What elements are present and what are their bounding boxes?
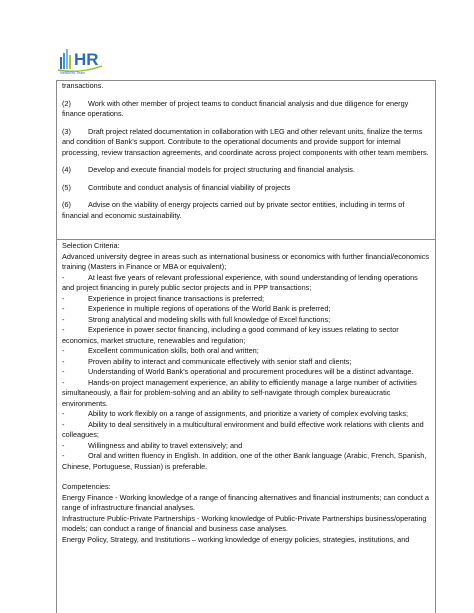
degree-requirement: Advanced university degree in areas such as international business or economics with further financial/economics training (Masters in Finance or MBA or equivalent); <box>62 251 430 271</box>
criteria-item: - Ability to work flexibly on a range of assignments, and prioritize a variety of complex evolving tasks; <box>62 409 408 418</box>
responsibility-item: (3) Draft project related documentation in collaboration with LEG and other relevant units, finalize the terms and condition of Bank’s support. Contribute to the operational documents and provide support for internal processing, review transaction agreements, and coordinate across project components with other team members. <box>62 126 429 157</box>
hr-networks-logo <box>56 43 104 73</box>
lead-text: transactions. <box>62 81 104 90</box>
competency-item: Energy Policy, Strategy, and Institutions – working knowledge of energy policies, strategies, institutions, and <box>62 534 410 544</box>
logo-subtitle: Networks Team <box>60 71 86 75</box>
criteria-item: - Oral and written fluency in English. In addition, one of the other Bank language (Arabic, French, Spanish, Chinese, Portuguese, Russian) is preferable. <box>62 451 427 471</box>
criteria-item: - Experience in project finance transactions is preferred; <box>62 293 265 303</box>
selection-criteria-cell <box>57 240 435 545</box>
responsibility-item: (6) Advise on the viability of energy projects carried out by private sector entities, including in terms of financial and economic sustainability. <box>62 200 405 220</box>
criteria-item: - Ability to deal sensitively in a multicultural environment and build effective work relations with clients and colleagues; <box>62 419 424 439</box>
job-description-table <box>56 80 436 613</box>
criteria-item: - Proven ability to interact and communicate effectively with senior staff and clients; <box>62 356 352 366</box>
criteria-item: - Understanding of World Bank’s operational and procurement procedures will be a distinct advantage. <box>62 367 414 376</box>
competencies-heading: Competencies: <box>62 482 111 491</box>
criteria-item: - At least five years of relevant professional experience, with sound understanding of lending operations and project financing in purely public sector projects and in PPP transactions; <box>62 272 418 292</box>
criteria-item: - Hands-on project management experience, an ability to efficiently manage a large number of activities simultaneously, a flair for problem-solving and an ability to self-navigate through complex bureaucratic environments. <box>62 377 417 408</box>
criteria-item: - Excellent communication skills, both oral and written; <box>62 346 259 355</box>
competency-item: Energy Finance - Working knowledge of a range of financing alternatives and financial instruments; can conduct a range of infrastructure financial analyses. <box>62 492 429 512</box>
responsibilities-cell <box>57 81 435 240</box>
logo-text: HR <box>74 50 99 69</box>
responsibility-item: (5) Contribute and conduct analysis of financial viability of projects <box>62 182 291 192</box>
competency-item: Infrastructure Public-Private Partnerships - Working knowledge of Public-Private Partnerships business/operating models; can conduct a range of financial and business case analyses. <box>62 513 427 533</box>
spacer <box>62 472 430 482</box>
criteria-item: - Strong analytical and modeling skills with full knowledge of Excel functions; <box>62 314 331 324</box>
responsibility-item: (2) Work with other member of project teams to conduct financial analysis and due diligence for energy finance operations. <box>62 98 409 118</box>
criteria-item: - Willingness and ability to travel extensively; and <box>62 440 243 450</box>
criteria-item: - Experience in power sector financing, including a good command of key issues relating to sector economics, market structure, renewables and regulation; <box>62 325 399 345</box>
selection-criteria-heading: Selection Criteria: <box>62 241 120 250</box>
responsibility-item: (4) Develop and execute financial models for project structuring and financial analysis. <box>62 165 355 174</box>
criteria-item: - Experience in multiple regions of operations of the World Bank is preferred; <box>62 304 331 313</box>
